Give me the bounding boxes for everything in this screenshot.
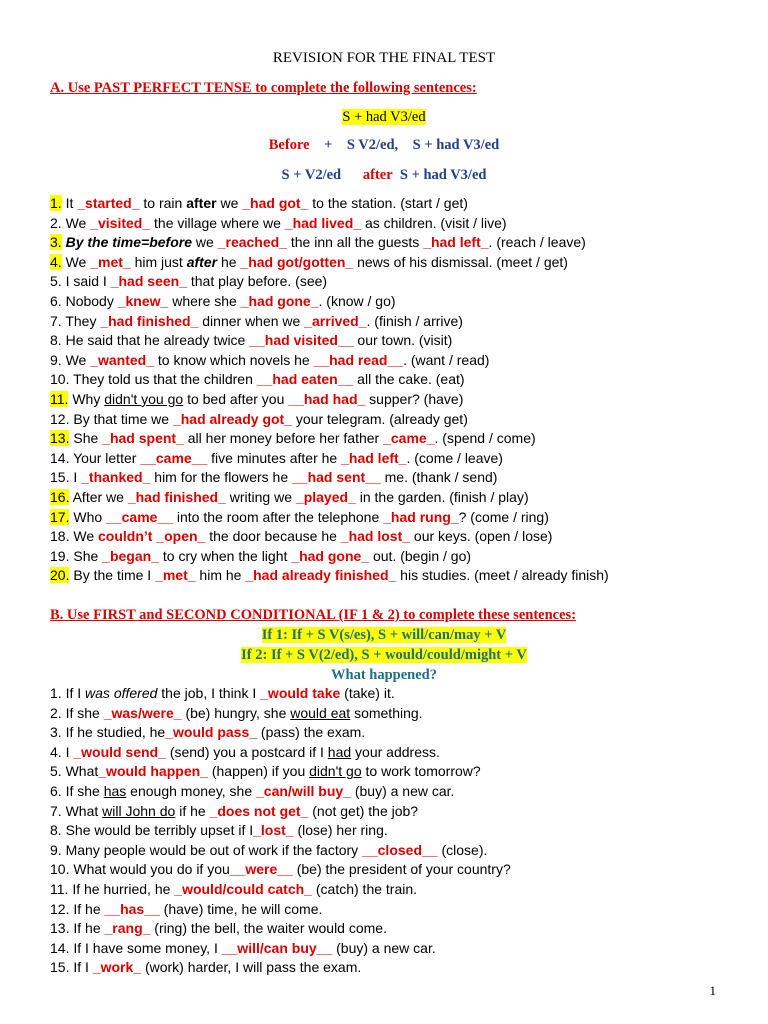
sentence-text: as children. (visit / live) <box>361 214 507 231</box>
sentence-text: in the garden. (finish / play) <box>355 488 529 505</box>
sentence-text: She <box>73 547 103 564</box>
formula-after-part1: S + V2/ed <box>281 167 342 183</box>
list-item <box>50 390 740 410</box>
answer-text: _visited_ <box>90 214 151 231</box>
sentence-text: (take) it. <box>340 685 395 701</box>
list-item <box>50 527 740 547</box>
what-happened-text: What happened? <box>331 667 437 683</box>
answer-text: __will/can buy__ <box>221 939 333 956</box>
sentence-text: By that time we <box>73 410 173 427</box>
sentence-text: to the station. (start / get) <box>308 195 468 211</box>
answer-text: _had gone_ <box>291 547 370 564</box>
sentence-text: the inn all the guests <box>286 234 424 251</box>
item-number: 15. <box>50 959 70 976</box>
exercise-a-list <box>50 194 740 586</box>
sentence-text: I <box>73 469 82 486</box>
answer-text: _reached_ <box>217 234 287 251</box>
sentence-text: If she <box>65 782 104 799</box>
answer-text: _knew_ <box>117 292 169 309</box>
item-number: 18. <box>50 528 70 545</box>
item-number: 11. <box>50 390 69 407</box>
sentence-text: all the cake. (eat) <box>353 371 465 388</box>
answer-text: _work_ <box>92 959 142 976</box>
item-number: 13. <box>50 920 70 937</box>
answer-text: _would happen_ <box>98 763 208 780</box>
sentence-text: the job, I think I <box>157 685 261 701</box>
item-number: 4. <box>50 743 62 760</box>
answer-text: __had read__ <box>313 351 404 368</box>
answer-text: _had spent_ <box>102 430 184 447</box>
sentence-text: the village where we <box>150 214 285 231</box>
underlined-text: has <box>103 782 127 799</box>
item-number: 12. <box>50 410 70 427</box>
item-number: 3. <box>50 234 62 251</box>
underlined-text: had <box>327 743 352 760</box>
answer-text: _had left_ <box>423 234 489 251</box>
formula-past-perfect <box>0 109 768 126</box>
sentence-text: your address. <box>351 743 440 760</box>
item-number: 11. <box>50 880 69 897</box>
answer-text: _had seen_ <box>110 273 187 290</box>
answer-text: __came__ <box>140 449 208 466</box>
sentence-text: . (want / read) <box>403 351 490 368</box>
list-item <box>50 802 740 822</box>
formula-before-plus: + <box>324 137 333 153</box>
sentence-text: supper? (have) <box>365 390 464 407</box>
formula-after-keyword: after <box>362 167 393 183</box>
keyword-text: after <box>186 195 217 211</box>
item-number: 6. <box>50 292 62 309</box>
list-item <box>50 860 740 880</box>
formula-if1 <box>0 627 768 644</box>
item-number: 6. <box>50 782 62 799</box>
formula-if2 <box>0 647 768 664</box>
section-a-heading: A. Use PAST PERFECT TENSE to complete the following sentences: <box>50 80 477 96</box>
answer-text: _played_ <box>295 488 356 505</box>
list-item <box>50 292 740 312</box>
sentence-text: dinner when we <box>198 312 305 329</box>
sentence-text: we <box>192 234 218 251</box>
answer-text: _had lost_ <box>340 528 411 545</box>
list-item <box>50 351 740 371</box>
sentence-text: (ring) the bell, the waiter would come. <box>150 920 387 937</box>
sentence-text: he <box>217 253 241 270</box>
list-item <box>50 782 740 802</box>
sentence-text: After we <box>72 488 128 505</box>
sentence-text: something. <box>350 704 423 721</box>
list-item <box>50 331 740 351</box>
underlined-text: will John do <box>102 802 176 819</box>
answer-text: _had rung_ <box>383 508 459 525</box>
list-item <box>50 547 740 567</box>
sentence-text: They <box>65 312 101 329</box>
sentence-text: . (spend / come) <box>434 430 536 447</box>
sentence-text: the door because he <box>205 528 341 545</box>
answer-text: _would pass_ <box>165 724 258 741</box>
item-number: 14. <box>50 939 70 956</box>
sentence-text: If he <box>73 900 105 917</box>
item-number: 5. <box>50 273 62 290</box>
sentence-text: If he studied, he <box>65 724 166 741</box>
sentence-text: (catch) the train. <box>311 880 418 897</box>
sentence-text: (lose) her ring. <box>293 822 388 839</box>
sentence-text: where she <box>168 292 241 309</box>
list-item <box>50 684 740 704</box>
sentence-text: to know which novels he <box>154 351 314 368</box>
answer-text: _would send_ <box>73 743 166 760</box>
sentence-text: all her money before her father <box>183 430 384 447</box>
sentence-text: She would be terribly upset if I <box>65 822 254 839</box>
sentence-text: . (know / go) <box>318 292 396 309</box>
document-title: REVISION FOR THE FINAL TEST <box>272 50 496 66</box>
list-item <box>50 429 740 449</box>
formula-before-part2: S + had V3/ed <box>412 137 500 153</box>
list-item <box>50 723 740 743</box>
answer-text: _had finished_ <box>127 488 226 505</box>
answer-text: _had got_ <box>242 195 309 211</box>
item-number: 10. <box>50 371 70 388</box>
sentence-text: (happen) if you <box>207 763 310 780</box>
sentence-text: (not get) the job? <box>308 802 419 819</box>
sentence-text: They told us that the children <box>73 371 257 388</box>
sentence-text: into the room after the telephone <box>173 508 384 525</box>
list-item <box>50 410 740 430</box>
item-number: 8. <box>50 332 62 349</box>
sentence-text: If she <box>65 704 104 721</box>
sentence-text: If I <box>73 959 93 976</box>
answer-text: __closed__ <box>362 841 438 858</box>
list-item <box>50 508 740 528</box>
answer-text: _began_ <box>102 547 159 564</box>
answer-text: _had already finished_ <box>245 567 397 584</box>
list-item <box>50 900 740 920</box>
sentence-text: enough money, she <box>126 782 257 799</box>
sentence-text: What <box>65 763 99 780</box>
answer-text: _was/were_ <box>103 704 182 721</box>
sentence-text: . (reach / leave) <box>488 234 586 251</box>
sentence-text: Your letter <box>73 449 141 466</box>
answer-text: _had already got_ <box>172 410 292 427</box>
sentence-text: his studies. (meet / already finish) <box>396 567 609 584</box>
sentence-text: (be) the president of your country? <box>292 861 511 878</box>
formula-before-keyword: Before <box>268 137 310 153</box>
answer-text: __had eaten__ <box>256 371 354 388</box>
item-number: 15. <box>50 469 70 486</box>
list-item <box>50 449 740 469</box>
formula-if2-text: If 2: If + S V(2/ed), S + would/could/might + V <box>241 647 527 663</box>
sentence-text: writing we <box>225 488 296 505</box>
what-happened-label <box>0 667 768 684</box>
sentence-text: to work tomorrow? <box>361 763 481 780</box>
keyword-text: By the time=before <box>65 234 193 251</box>
answer-text: _can/will buy_ <box>256 782 351 799</box>
item-number: 9. <box>50 841 62 858</box>
item-number: 12. <box>50 900 70 917</box>
sentence-text: news of his dismissal. (meet / get) <box>353 253 568 270</box>
sentence-text: to cry when the light <box>158 547 292 564</box>
answer-text: __came__ <box>106 508 173 525</box>
answer-text: __had sent__ <box>292 469 381 486</box>
sentence-text: . (finish / arrive) <box>366 312 463 329</box>
item-number: 20. <box>50 567 70 584</box>
formula-after-part2: S + had V3/ed <box>399 167 487 183</box>
item-number: 9. <box>50 351 62 368</box>
answer-text: _had finished_ <box>100 312 199 329</box>
sentence-text: If he <box>73 920 105 937</box>
item-number: 2. <box>50 704 62 721</box>
underlined-text: would eat <box>290 704 351 721</box>
list-item <box>50 762 740 782</box>
answer-text: _does not get_ <box>209 802 309 819</box>
sentence-text: Many people would be out of work if the factory <box>65 841 363 858</box>
answer-text: _lost_ <box>253 822 294 839</box>
item-number: 7. <box>50 802 62 819</box>
sentence-text: to bed after you <box>183 390 289 407</box>
sentence-text: He said that he already twice <box>65 332 250 349</box>
formula-after <box>0 167 768 184</box>
sentence-text: I said I <box>65 273 111 290</box>
list-item <box>50 704 740 724</box>
sentence-text: What would you do if you <box>73 861 230 878</box>
answer-text: _had got/gotten_ <box>240 253 354 270</box>
item-number: 5. <box>50 763 62 780</box>
sentence-text: What <box>65 802 103 819</box>
sentence-text: If I have some money, I <box>73 939 222 956</box>
formula-before-part1: S V2/ed, <box>346 137 399 153</box>
sentence-text: (work) harder, I will pass the exam. <box>141 959 362 976</box>
item-number: 14. <box>50 449 70 466</box>
sentence-text: (send) you a postcard if I <box>165 743 328 760</box>
keyword-text: after <box>186 253 218 270</box>
answer-text: _started_ <box>77 195 140 211</box>
sentence-text: five minutes after he <box>207 449 342 466</box>
item-number: 8. <box>50 822 62 839</box>
sentence-text: your telegram. (already get) <box>292 410 468 427</box>
item-number: 1. <box>50 195 62 211</box>
exercise-b-list <box>50 684 740 978</box>
item-number: 1. <box>50 685 62 701</box>
sentence-text: ? (come / ring) <box>458 508 549 525</box>
list-item <box>50 841 740 861</box>
answer-text: _would/could catch_ <box>174 880 312 897</box>
answer-text: _had left_ <box>341 449 407 466</box>
underlined-text: didn't go <box>309 763 362 780</box>
answer-text: _thanked_ <box>81 469 151 486</box>
answer-text: couldn’t _open_ <box>98 528 206 545</box>
answer-text: _rang_ <box>104 920 151 937</box>
sentence-text: (close). <box>437 841 488 858</box>
page-number: 1 <box>709 983 716 998</box>
list-item <box>50 194 740 214</box>
sentence-text: (be) hungry, she <box>181 704 291 721</box>
sentence-text: It <box>65 195 78 211</box>
sentence-text: If I <box>65 685 86 701</box>
list-item <box>50 272 740 292</box>
sentence-text: our keys. (open / lose) <box>410 528 553 545</box>
sentence-text: me. (thank / send) <box>380 469 498 486</box>
item-number: 7. <box>50 312 62 329</box>
answer-text: _met_ <box>155 567 196 584</box>
list-item <box>50 821 740 841</box>
item-number: 13. <box>50 430 70 447</box>
item-number: 17. <box>50 508 70 525</box>
item-number: 3. <box>50 724 62 741</box>
answer-text: __has__ <box>104 900 160 917</box>
sentence-text: that play before. (see) <box>186 273 328 290</box>
sentence-text: to rain <box>139 195 187 211</box>
item-number: 19. <box>50 547 70 564</box>
answer-text: _arrived_ <box>304 312 367 329</box>
sentence-text: . (come / leave) <box>406 449 503 466</box>
answer-text: _had gone_ <box>240 292 319 309</box>
sentence-text: We <box>65 351 91 368</box>
sentence-text: (buy) a new car. <box>350 782 455 799</box>
answer-text: __were__ <box>229 861 293 878</box>
answer-text: __had visited__ <box>249 332 354 349</box>
item-number: 16. <box>50 488 70 505</box>
sentence-text: him just <box>130 253 187 270</box>
sentence-text: him for the flowers he <box>150 469 293 486</box>
sentence-text: (pass) the exam. <box>257 724 366 741</box>
list-item <box>50 566 740 586</box>
underlined-text: didn't you go <box>104 390 184 407</box>
section-b-heading: B. Use FIRST and SECOND CONDITIONAL (IF 1 & 2) to complete these sentences: <box>50 607 577 623</box>
sentence-text: (have) time, he will come. <box>159 900 323 917</box>
list-item <box>50 488 740 508</box>
answer-text: _would take <box>260 685 341 701</box>
item-number: 2. <box>50 214 62 231</box>
formula-past-perfect-text: S + had V3/ed <box>342 109 426 125</box>
sentence-text: By the time I <box>73 567 156 584</box>
sentence-text: Who <box>73 508 107 525</box>
list-item <box>50 468 740 488</box>
sentence-text: She <box>73 430 103 447</box>
list-item <box>50 958 740 978</box>
sentence-text: We <box>73 528 98 545</box>
sentence-text: out. (begin / go) <box>369 547 472 564</box>
item-number: 4. <box>50 253 62 270</box>
sentence-text: (buy) a new car. <box>332 939 436 956</box>
formula-if1-text: If 1: If + S V(s/es), S + will/can/may + V <box>261 627 507 643</box>
formula-before <box>0 137 768 154</box>
sentence-text: him he <box>195 567 246 584</box>
sentence-text: Why <box>72 390 105 407</box>
list-item <box>50 312 740 332</box>
sentence-text: Nobody <box>65 292 118 309</box>
answer-text: _wanted_ <box>90 351 155 368</box>
answer-text: _came_ <box>383 430 435 447</box>
list-item <box>50 253 740 273</box>
italic-text: was offered <box>85 685 158 701</box>
list-item <box>50 214 740 234</box>
sentence-text: if he <box>175 802 210 819</box>
list-item <box>50 880 740 900</box>
answer-text: _had lived_ <box>284 214 362 231</box>
answer-text: _met_ <box>90 253 131 270</box>
sentence-text: If he hurried, he <box>72 880 175 897</box>
list-item <box>50 743 740 763</box>
sentence-text: We <box>65 253 91 270</box>
answer-text: __had had_ <box>288 390 366 407</box>
item-number: 10. <box>50 861 70 878</box>
list-item <box>50 233 740 253</box>
sentence-text: I <box>65 743 74 760</box>
list-item <box>50 919 740 939</box>
sentence-text: our town. (visit) <box>353 332 453 349</box>
sentence-text: we <box>216 195 243 211</box>
list-item <box>50 370 740 390</box>
sentence-text: We <box>65 214 91 231</box>
list-item <box>50 939 740 959</box>
